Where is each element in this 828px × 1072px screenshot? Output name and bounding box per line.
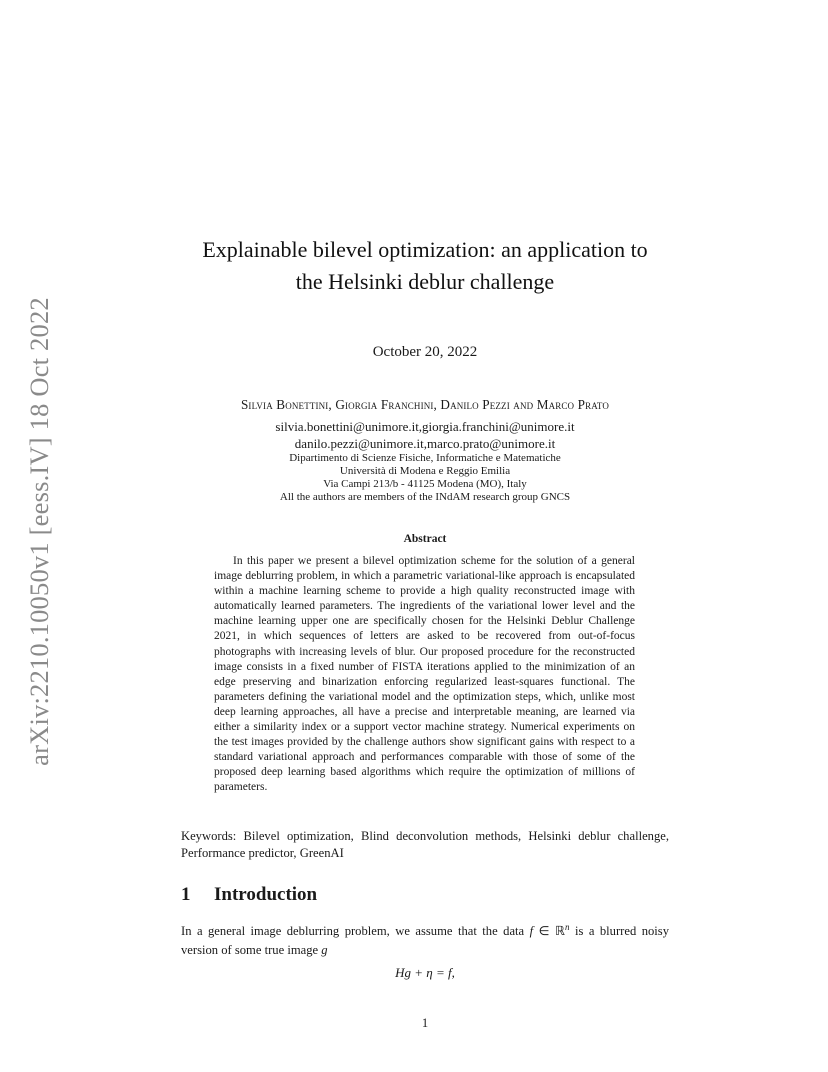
section-number: 1 (181, 884, 191, 905)
affiliation-block (150, 452, 700, 504)
keywords: Keywords: Bilevel optimization, Blind deconvolution methods, Helsinki deblur challenge, Performance predictor, GreenAI (181, 829, 669, 860)
email-line-1: silvia.bonettini@unimore.it,giorgia.franchini@unimore.it (275, 419, 575, 434)
title-line-2: the Helsinki deblur challenge (295, 269, 555, 294)
paper-date: October 20, 2022 (372, 344, 478, 360)
math-f: f (529, 924, 534, 939)
section-heading (181, 882, 317, 908)
affiliation-line-2: Università di Modena e Reggio Emilia (339, 465, 511, 477)
math-in-reals: ∈ ℝ (533, 924, 565, 939)
author-list: Silvia Bonettini, Giorgia Franchini, Danilo Pezzi and Marco Prato (240, 397, 610, 412)
affiliation-line-1: Dipartimento di Scienze Fisiche, Informatiche e Matematiche (289, 452, 561, 464)
arxiv-identifier-text: arXiv:2210.10050v1 [eess.IV] 18 Oct 2022 (23, 296, 54, 766)
paper-title (150, 234, 700, 298)
section-title: Introduction (214, 884, 318, 905)
arxiv-identifier-stamp (16, 286, 62, 776)
abstract-heading: Abstract (403, 533, 447, 545)
intro-text-end: is a blurred noisy version of some true image (181, 924, 669, 958)
math-superscript-n: n (564, 922, 570, 932)
math-g: g (321, 943, 328, 958)
email-line-2: danilo.pezzi@unimore.it,marco.prato@unimore.it (294, 436, 556, 451)
equation: Hg + η = f, (395, 965, 455, 980)
page-number: 1 (421, 1016, 429, 1030)
abstract-text: In this paper we present a bilevel optimization scheme for the solution of a general image deblurring problem, in which a parametric variational-like approach is encapsulated within a machine learning scheme to provide a high quality reconstructed image with automatically learned parameters. The ingredients of the variational lower level and the machine learning upper one are specifically chosen for the Helsinki Deblur Challenge 2021, in which sequences of letters are asked to be recovered from out-of-focus photographs with increasing levels of blur. Our proposed procedure for the reconstructed image consists in a fixed number of FISTA iterations applied to the minimization of an edge preserving and binarization enforcing regularized least-squares functional. The parameters defining the variational model and the optimization steps, which, unlike most deep learning approaches, all have a precise and interpretable meaning, are learned via either a similarity index or a support vector machine strategy. Numerical experiments on the test images provided by the challenge authors show significant gains with respect to a standard variational approach and performances comparable with those of some of the proposed deep learning based algorithms which require the optimization of millions of parameters. (214, 555, 635, 794)
affiliation-line-3: Via Campi 213/b - 41125 Modena (MO), Italy (323, 478, 527, 490)
affiliation-line-4: All the authors are members of the INdAM research group GNCS (279, 491, 571, 503)
intro-text-start: In a general image deblurring problem, we assume that the data (181, 924, 530, 939)
intro-paragraph (181, 918, 669, 960)
author-emails (150, 418, 700, 452)
title-line-1: Explainable bilevel optimization: an application to (202, 237, 648, 262)
